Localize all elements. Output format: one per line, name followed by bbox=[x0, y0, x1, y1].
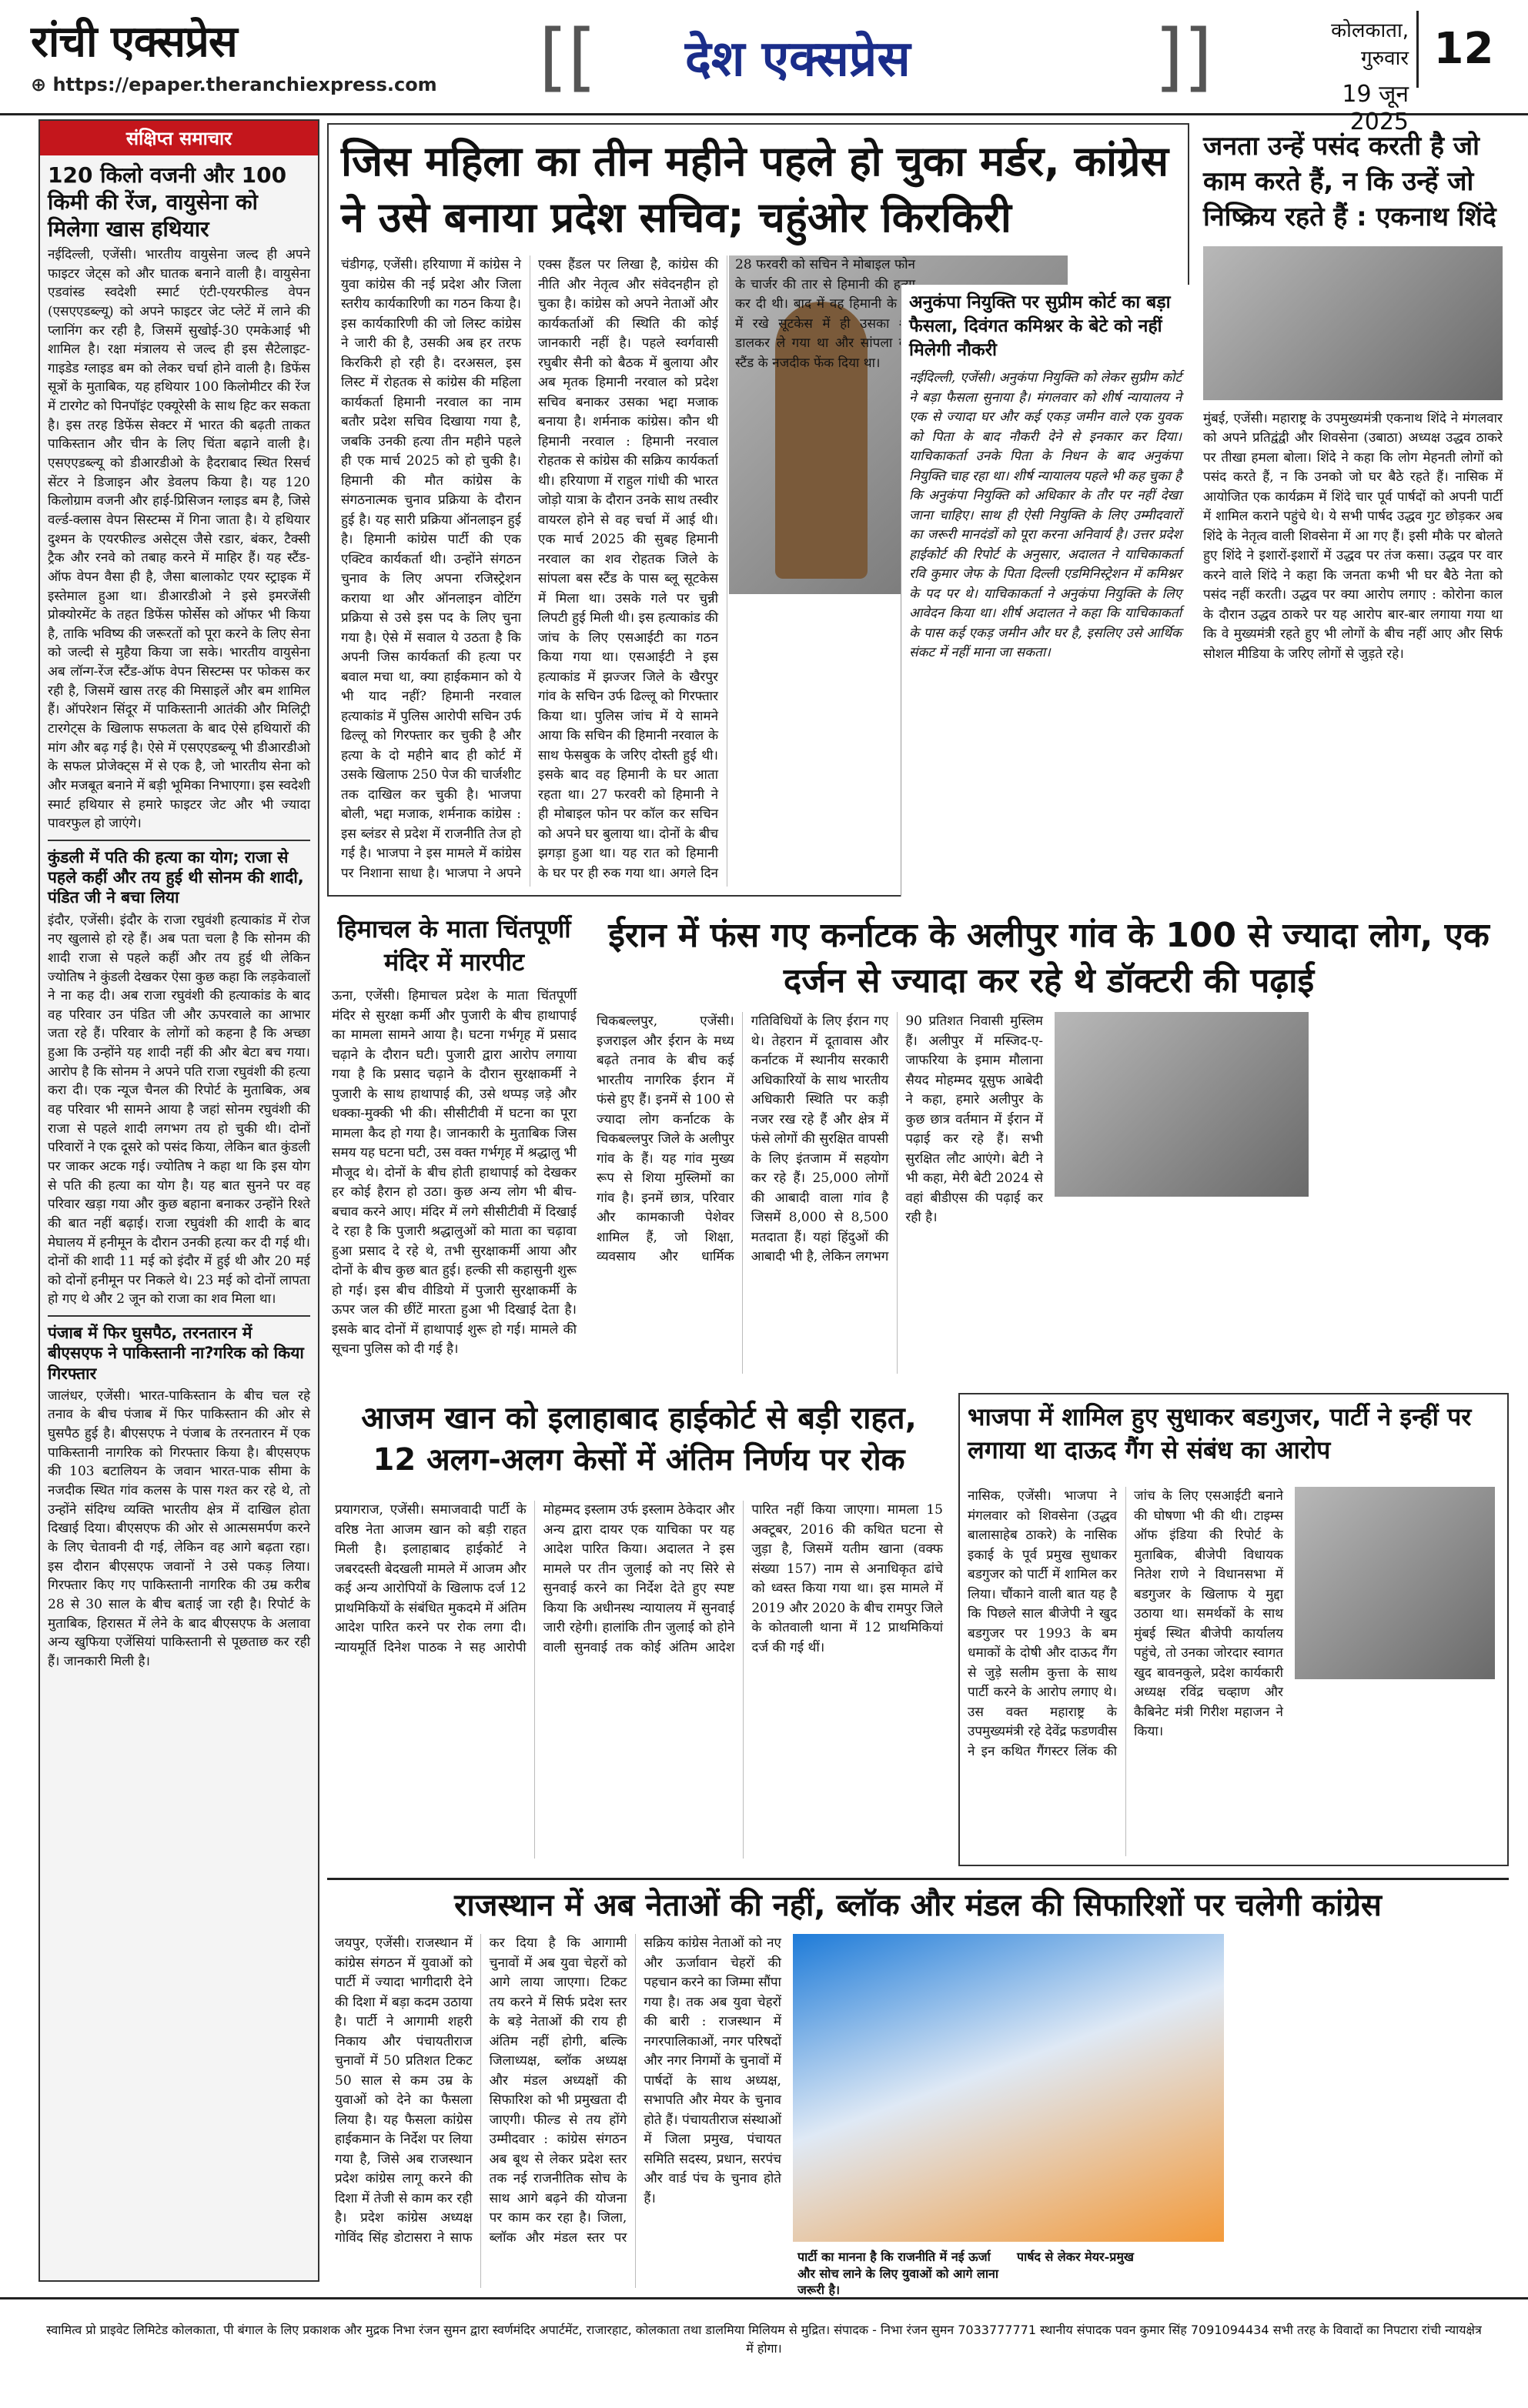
story-badgujar-headline: भाजपा में शामिल हुए सुधाकर बडगुजर, पार्टी ने इन्हीं पर लगाया था दाऊद गैंग से संबंध का आरोप bbox=[968, 1402, 1472, 1465]
masthead bbox=[0, 0, 1528, 135]
story-iran-body: चिकबल्लपुर, एजेंसी। इजराइल और ईरान के मध्य बढ़ते तनाव के बीच कई भारतीय नागरिक ईरान में फंसे हुए हैं। इनमें से 100 से ज्यादा लोग कर्नाटक के चिकबल्लपुर जिले के अलीपुर गांव के हैं। यह गांव मुख्य रूप से शिया मुस्लिमों का गांव है। इनमें छात्र, परिवार और कामकाजी पेशेवर शामिल हैं, जो शिक्षा, व्यवसाय और धार्मिक गतिविधियों के लिए ईरान गए थे। तेहरान में दूतावास और कर्नाटक में स्थानीय सरकारी अधिकारियों के साथ भारतीय अधिकारी स्थिति पर कड़ी नजर रख रहे हैं और क्षेत्र में फंसे लोगों की सुरक्षित वापसी के लिए इंतजाम में सहयोग कर रहे हैं। 25,000 लोगों की आबादी वाला गांव है जिसमें 8,000 से 8,500 मतदाता हैं। यहां हिंदुओं की आबादी भी है, लेकिन लगभग 90 प्रतिशत निवासी मुस्लिम हैं। अलीपुर में मस्जिद-ए-जाफरिया के इमाम मौलाना सैयद मोहम्मद यूसुफ आबेदी ने कहा, हमारे अलीपुर के कुछ छात्र वर्तमान में ईरान में पढ़ाई कर रहे हैं। सभी सुरक्षित लौट आएंगे। बेटी ने भी कहा, मेरी बेटी 2024 से वहां बीडीएस की पढ़ाई कर रही है। bbox=[597, 1014, 1043, 1264]
page-number: 12 bbox=[1416, 11, 1509, 88]
story-shinde bbox=[1197, 123, 1509, 897]
story-shinde-headline: जनता उन्हें पसंद करती है जो काम करते हैं, न कि उन्हें जो निष्क्रिय रहते हैं : एकनाथ शिंदे bbox=[1203, 131, 1496, 232]
brief-item bbox=[40, 1317, 318, 1677]
story-iran-headline: ईरान में फंस गए कर्नाटक के अलीपुर गांव के 100 से ज्यादा लोग, एक दर्जन से ज्यादा कर रहे थे डॉक्टरी की पढ़ाई bbox=[608, 916, 1490, 1001]
story-supreme-court-headline: अनुकंपा नियुक्ति पर सुप्रीम कोर्ट का बड़ा फैसला, दिवंगत कमिश्नर के बेटे को नहीं मिलेगी नौकरी bbox=[909, 292, 1171, 361]
newspaper-logo: रांची एक्सप्रेस bbox=[31, 17, 237, 67]
story-badgujar bbox=[958, 1393, 1509, 1866]
story-iran-body-continued bbox=[1320, 1012, 1501, 1374]
story-rajasthan bbox=[327, 1878, 1509, 2298]
brief-header: संक्षिप्त समाचार bbox=[40, 121, 318, 155]
brief-news-column bbox=[38, 119, 319, 2282]
epaper-url[interactable] bbox=[31, 74, 437, 95]
city-day: कोलकाता, गुरुवार bbox=[1331, 19, 1409, 70]
story-azam-khan bbox=[327, 1393, 951, 1866]
story-iran bbox=[589, 908, 1509, 1381]
photo-caption: पार्टी का मानना है कि राजनीति में नई ऊर्जा और सोच लाने के लिए युवाओं को आगे लाना जरूरी है। bbox=[793, 2246, 1008, 2302]
story-shinde-body: मुंबई, एजेंसी। महाराष्ट्र के उपमुख्यमंत्री एकनाथ शिंदे ने मंगलवार को अपने प्रतिद्वंद्वी और शिवसेना (उबाठा) अध्यक्ष उद्धव ठाकरे पर तीखा हमला बोला। शिंदे ने कहा कि लोग मेहनती लोगों को पसंद करते हैं, न कि उनको जो घर बैठे रहते हैं। नासिक में आयोजित एक कार्यक्रम में शिंदे चार पूर्व पार्षदों को अपनी पार्टी में शामिल कराने पहुंचे थे। ये सभी पार्षद उद्धव गुट छोड़कर अब शिंदे के नेतृत्व वाली शिवसेना में आ गए हैं। इसी मौके पर बोलते हुए शिंदे ने इशारों-इशारों में उद्धव पर तंज कसा। उद्धव पर वार करने वाले शिंदे ने कहा कि जनता कभी भी घर बैठे नेता को पसंद नहीं करती। उद्धव पर क्या आरोप लगाए : कोरोना काल के दौरान उद्धव ठाकरे पर यह आरोप बार-बार लगाया गया था कि वे मुख्यमंत्री रहते हुए भी लोगों के बीच नहीं आए और सिर्फ सोशल मीडिया के जरिए लोगों से जुड़ते रहे। bbox=[1203, 410, 1503, 662]
story-himachal-body: ऊना, एजेंसी। हिमाचल प्रदेश के माता चिंतपूर्णी मंदिर से सुरक्षा कर्मी और पुजारी के बीच हाथापाई का मामला सामने आया है। घटना गर्भगृह में प्रसाद चढ़ाने के दौरान घटी। पुजारी द्वारा आरोप लगाया गया है कि प्रसाद चढ़ाने के दौरान सुरक्षाकर्मी ने पुजारी के साथ हाथापाई की, उसे थप्पड़ जड़े और धक्का-मुक्की भी की। सीसीटीवी में घटना का पूरा मामला कैद हो गया है। जानकारी के मुताबिक जिस समय यह घटना घटी, उस वक्त गर्भगृह में श्रद्धालु भी मौजूद थे। दोनों के बीच होती हाथापाई को देखकर हर कोई हैरान हो उठा। कुछ अन्य लोग भी बीच-बचाव करने आए। मंदिर में लगे सीसीटीवी में दिखाई दे रहा है कि पुजारी श्रद्धालुओं को माता का चढ़ावा हुआ प्रसाद दे रहे थे, तभी सुरक्षाकर्मी आया और दोनों के बीच कुछ बात हुई। हल्की सी कहासुनी शुरू हो गई। इस बीच वीडियो में पुजारी सुरक्षाकर्मी के ऊपर जल की छींटें मारता हुआ भी दिखाई देता है। इसके बाद दोनों में हाथापाई शुरू हो गई। मामले की सूचना पुलिस को दी गई है। bbox=[332, 988, 577, 1358]
story-supreme-court-body: नईदिल्ली, एजेंसी। अनुकंपा नियुक्ति को लेकर सुप्रीम कोर्ट ने बड़ा फैसला सुनाया है। मंगलवार को शीर्ष न्यायालय ने एक से ज्यादा घर और कई एकड़ जमीन वाले एक युवक को पिता के बाद नौकरी देने से इनकार कर दिया। याचिकाकर्ता उनके पिता के निधन के बाद अनुकंपा नियुक्ति चाह रहा था। शीर्ष न्यायालय पहले भी कह चुका है कि अनुकंपा नियुक्ति को अधिकार के तौर पर नहीं देखा जाना चाहिए। साथ ही ऐसी नियुक्ति के लिए उम्मीदवारों का जरूरी मानदंडों को पूरा करना अनिवार्य है। उत्तर प्रदेश हाईकोर्ट की रिपोर्ट के अनुसार, अदालत ने याचिकाकर्ता रवि कुमार जेफ के पिता दिल्ली एडमिनिस्ट्रेशन में कमिश्नर के पद पर थे। याचिकाकर्ता ने अनुकंपा नियुक्ति के लिए आवेदन किया था। शीर्ष अदालत ने कहा कि याचिकाकर्ता के पास कई एकड़ जमीन और घर है, इसलिए उसे आर्थिक संकट में नहीं माना जा सकता। bbox=[909, 370, 1182, 661]
story-badgujar-body: नासिक, एजेंसी। भाजपा ने मंगलवार को शिवसेना (उद्धव बालासाहेब ठाकरे) के नासिक इकाई के पूर्व प्रमुख सुधाकर बडगुजर को पार्टी में शामिल कर लिया। चौंकाने वाली बात यह है कि पिछले साल बीजेपी ने खुद बडगुजर पर 1993 के बम धमाकों के दोषी और दाऊद गैंग से जुड़े सलीम कुत्ता के साथ पार्टी करने के आरोप लगाए थे। उस वक्त महाराष्ट्र के उपमुख्यमंत्री रहे देवेंद्र फडणवीस ने इन कथित गैंगस्टर लिंक की जांच के लिए एसआईटी बनाने की घोषणा भी की थी। टाइम्स ऑफ इंडिया की रिपोर्ट के मुताबिक, बीजेपी विधायक नितेश राणे ने विधानसभा में बडगुजर के खिलाफ ये मुद्दा उठाया था। समर्थकों के साथ मुंबई स्थित बीजेपी कार्यालय पहुंचे, तो उनका जोरदार स्वागत खुद बावनकुले, प्रदेश कार्यकारी अध्यक्ष रविंद्र चव्हाण और कैबिनेट मंत्री गिरीश महाजन ने किया। bbox=[968, 1488, 1283, 1759]
brief-item-title: कुंडली में पति की हत्या का योग; राजा से पहले कहीं और तय हुई थी सोनम की शादी, पंडित जी ने बचा लिया bbox=[48, 847, 304, 907]
lead-story-headline: जिस महिला का तीन महीने पहले हो चुका मर्डर, कांग्रेस ने उसे बनाया प्रदेश सचिव; चहुंओर किरकिरी bbox=[341, 137, 1169, 242]
story-rajasthan-headline: राजस्थान में अब नेताओं की नहीं, ब्लॉक और मंडल की सिफारिशों पर चलेगी कांग्रेस bbox=[454, 1888, 1382, 1923]
story-azam-khan-body: प्रयागराज, एजेंसी। समाजवादी पार्टी के वरिष्ठ नेता आजम खान को बड़ी राहत मिली है। इलाहाबाद हाईकोर्ट ने जबरदस्ती बेदखली मामले में आजम और कई अन्य आरोपियों के खिलाफ दर्ज 12 प्राथमिकियों के संबंधित मुकदमे में अंतिम आदेश पारित करने पर रोक लगा दी। न्यायमूर्ति दिनेश पाठक ने सह आरोपी मोहम्मद इस्लाम उर्फ इस्लाम ठेकेदार और अन्य द्वारा दायर एक याचिका पर यह आदेश पारित किया। अदालत ने इस मामले पर तीन जुलाई को नए सिरे से सुनवाई करने का निर्देश देते हुए स्पष्ट किया कि अधीनस्थ न्यायालय में सुनवाई जारी रहेगी। हालांकि तीन जुलाई को होने वाली सुनवाई तक कोई अंतिम आदेश पारित नहीं किया जाएगा। मामला 15 अक्टूबर, 2016 की कथित घटना से जुड़ा है, जिसमें यतीम खाना (वक्फ संख्या 157) नाम से अनाधिकृत ढांचे को ध्वस्त किया गया था। इस मामले में 2019 और 2020 के बीच रामपुर जिले के कोतवाली थाना में 12 प्राथमिकियां दर्ज की गई थीं। bbox=[335, 1502, 943, 1655]
section-title: देश एक्सप्रेस bbox=[685, 31, 911, 88]
epaper-url-text[interactable]: https://epaper.theranchiexpress.com bbox=[52, 74, 437, 95]
story-azam-khan-headline: आजम खान को इलाहाबाद हाईकोर्ट से बड़ी राहत, 12 अलग-अलग केसों में अंतिम निर्णय पर रोक bbox=[361, 1401, 917, 1478]
brief-item bbox=[40, 155, 318, 840]
story-supreme-court bbox=[901, 285, 1189, 897]
brief-item-title: 120 किलो वजनी और 100 किमी की रेंज, वायुसेना को मिलेगा खास हथियार bbox=[48, 162, 287, 242]
brief-item-text: नईदिल्ली, एजेंसी। भारतीय वायुसेना जल्द ही अपने फाइटर जेट्स को और घातक बनाने वाली है। वायुसेना एडवांस्ड स्वदेशी स्मार्ट एंटी-एयरफील्ड वेपन (एसएएडब्ल्यू) को अपने फाइटर जेट प्लेटें में लाने की प्लानिंग कर रही है, जिसमें सुखोई-30 एमकेआई भी शामिल है। रक्षा मंत्रालय से जल्द ही इस सैटेलाइट-गाइडेड ग्लाइड बम को लेकर चर्चा होने वाली है। डिफेंस सूत्रों के मुताबिक, यह हथियार 100 किलोमीटर की रेंज में टारगेट को पिनपॉइंट एक्यूरेसी के साथ हिट कर सकता है। इस तरह डिफेंस सेक्टर में भारत की बढ़ती ताकत पाकिस्तान और चीन के लिए चिंता बढ़ाने वाली है। एसएएडब्ल्यू को डीआरडीओ के हैदराबाद स्थित रिसर्च सेंटर ने डिजाइन और डेवलप किया है। यह 120 किलोग्राम वजनी और हाई-प्रिसिजन ग्लाइड बम है, जिसे वर्ल्ड-क्लास वेपन सिस्टम्स में गिना जाता है। ये हथियार दुश्मन के एयरफील्ड असेट्स जैसे रडार, बंकर, टैक्सी ट्रैक और रनवे को तबाह करने में माहिर हैं। यह स्टैंड-ऑफ वेपन वैसा ही है, जैसा बालाकोट एयर स्ट्राइक में इस्तेमाल हुआ था। डीआरडीओ ने इसे इमरजेंसी प्रोक्योरमेंट के तहत डिफेंस फोर्सेस को ऑफर भी किया है, ताकि भविष्य की जरूरतों को पूरा करने के लिए सेना को जल्दी से मुहैया किया जा सके। भारतीय वायुसेना अब लॉन्ग-रेंज स्टैंड-ऑफ वेपन सिस्टम्स पर फोकस कर रही है, जिसमें खास तरह की मिसाइलें और बम शामिल हैं। ऑपरेशन सिंदूर में पाकिस्तानी आतंकी और मिलिट्री टारगेट्स के खिलाफ सफलता के बाद ऐसे हथियारों की मांग और बढ़ गई है। ऐसे में एसएएडब्ल्यू भी डीआरडीओ के सफल प्रोजेक्ट्स में से एक है, जो भारतीय सेना को और मजबूत बनाने में बड़ी भूमिका निभाएगा। इस स्वदेशी स्मार्ट हथियार से हमारे फाइटर जेट और भी ज्यादा पावरफुल हो जाएंगे। bbox=[48, 247, 310, 832]
story-badgujar-photo bbox=[1295, 1487, 1495, 1679]
date-box bbox=[1278, 15, 1409, 135]
brief-item-title: पंजाब में फिर घुसपैठ, तरनतारन में बीएसएफ ने पाकिस्तानी ना?गरिक को किया गिरफ्तार bbox=[48, 1324, 304, 1383]
story-iran-photo bbox=[1055, 1012, 1309, 1197]
photo-caption: पार्षद से लेकर मेयर-प्रमुख bbox=[1012, 2246, 1224, 2269]
story-rajasthan-body: जयपुर, एजेंसी। राजस्थान में कांग्रेस संगठन में युवाओं को पार्टी में ज्यादा भागीदारी देने की दिशा में बड़ा कदम उठाया है। पार्टी ने आगामी शहरी निकाय और पंचायतीराज चुनावों में 50 प्रतिशत टिकट 50 साल से कम उम्र के युवाओं को देने का फैसला लिया है। यह फैसला कांग्रेस हाईकमान के निर्देश पर लिया गया है, जिसे अब राजस्थान प्रदेश कांग्रेस लागू करने की दिशा में तेजी से काम कर रही है। प्रदेश कांग्रेस अध्यक्ष गोविंद सिंह डोटासरा ने साफ कर दिया है कि आगामी चुनावों में अब युवा चेहरों को आगे लाया जाएगा। टिकट तय करने में सिर्फ प्रदेश स्तर के बड़े नेताओं की राय ही अंतिम नहीं होगी, बल्कि जिलाध्यक्ष, ब्लॉक अध्यक्ष और मंडल अध्यक्षों की सिफारिश को भी प्रमुखता दी जाएगी। फील्ड से तय होंगे उम्मीदवार : कांग्रेस संगठन अब बूथ से लेकर प्रदेश स्तर तक नई राजनीतिक सोच के साथ आगे बढ़ने की योजना पर काम कर रहा है। जिला, ब्लॉक और मंडल स्तर पर सक्रिय कांग्रेस नेताओं को नए और ऊर्जावान चेहरों की पहचान करने का जिम्मा सौंपा गया है। तक अब युवा चेहरों की बारी : राजस्थान में नगरपालिकाओं, नगर परिषदों और नगर निगमों के चुनावों में पार्षदों के साथ अध्यक्ष, सभापति और मेयर के चुनाव होते हैं। पंचायतीराज संस्थाओं में जिला प्रमुख, पंचायत समिति सदस्य, प्रधान, सरपंच और वार्ड पंच के चुनाव होते हैं। bbox=[335, 1935, 781, 2246]
story-shinde-photo bbox=[1203, 246, 1503, 400]
story-himachal-headline: हिमाचल के माता चिंतपूर्णी मंदिर में मारपीट bbox=[337, 914, 571, 977]
globe-icon: ⊕ bbox=[31, 74, 53, 95]
brief-item bbox=[40, 841, 318, 1315]
right-bracket-icon: ]] bbox=[1155, 14, 1212, 100]
story-rajasthan-photo bbox=[793, 1934, 1224, 2242]
left-bracket-icon: [[ bbox=[539, 14, 597, 100]
story-rajasthan-body-continued bbox=[1235, 1934, 1501, 2288]
edition-date: 19 जून 2025 bbox=[1342, 81, 1409, 135]
brief-item-text: इंदौर, एजेंसी। इंदौर के राजा रघुवंशी हत्याकांड में रोज नए खुलासे हो रहे हैं। अब पता चला है कि सोनम की शादी राजा से पहले कहीं और तय हुई थी लेकिन ज्योतिष ने कुंडली देखकर ऐसा कुछ कहा कि लड़केवालों ने ना कह दी। अब राजा रघुवंशी की हत्याकांड के बाद वह परिवार उन पंडित जी और ऊपरवाले का आभार जता रहे हैं। परिवार के लोगों को कहना है कि अच्छा हुआ कि उन्होंने यह शादी नहीं की और बेटा बच गया। आरोप है कि सोनम ने अपने पति राजा रघुवंशी की हत्या करा दी। एक न्यूज चैनल की रिपोर्ट के मुताबिक, अब वह परिवार भी सामने आया है जहां सोनम रघुवंशी की राजा से पहले शादी लगभग तय हो चुकी थी। दोनों परिवारों ने एक दूसरे को पसंद किया, लेकिन बात कुंडली पर जाकर अटक गई। ज्योतिष ने कहा था कि इस योग से पति की हत्या का योग है। यह बात सुनने पर वह परिवार खड़ा गया और कुछ बहाना बनाकर उन्होंने रिश्ते की बात नहीं बढ़ाई। राजा रघुवंशी की शादी के बाद मेघालय में हनीमून के दौरान उनकी हत्या कर दी गई थी। दोनों की शादी 11 मई को इंदौर में हुई थी और 20 मई को दोनों हनीमून पर निकले थे। 23 मई को दोनों लापता हो गए थे और 2 जून को राजा का शव मिला था। bbox=[48, 912, 310, 1308]
imprint-footer: स्वामित्व प्रो प्राइवेट लिमिटेड कोलकाता, पी बंगाल के लिए प्रकाशक और मुद्रक निभा रंजन सुमन द्वारा स्वर्णमंदिर अपार्टमेंट, राजारहाट, कोलकाता तथा डालमिया मिलियम से मुद्रित। संपादक - निभा रंजन सुमन 7033777771 स्थानीय संपादक पवन कुमार सिंह 7091094434 सभी तरह के विवादों का निपटारा रांची न्यायक्षेत्र में होगा। bbox=[0, 2297, 1528, 2408]
brief-item-text: जालंधर, एजेंसी। भारत-पाकिस्तान के बीच चल रहे तनाव के बीच पंजाब में फिर पाकिस्तान की ओर से घुसपैठ हुई है। बीएसएफ ने पंजाब के तरनतारन में एक पाकिस्तानी नागरिक को गिरफ्तार किया है। बीएसएफ की 103 बटालियन के जवान भारत-पाक सीमा के नजदीक स्थित गांव कलस के पास गश्त कर रहे थे, तो उन्होंने संदिग्ध व्यक्ति भारतीय क्षेत्र में दाखिल होता दिखाई दिया। बीएसएफ की ओर से आत्मसमर्पण करने के लिए चेतावनी दी गई, लेकिन वह आगे बढ़ता रहा। इस दौरान बीएसएफ जवानों ने उसे पकड़ लिया। गिरफ्तार किए गए पाकिस्तानी नागरिक की उम्र करीब 28 से 30 साल के बीच बताई जा रही है। रिपोर्ट के मुताबिक, हिरासत में लेने के बाद बीएसएफ के अलावा अन्य खुफिया एजेंसियां पाकिस्तानी से पूछताछ कर रही हैं। जानकारी मिली है। bbox=[48, 1388, 310, 1669]
lead-story-body: चंडीगढ़, एजेंसी। हरियाणा में कांग्रेस ने युवा कांग्रेस की नई प्रदेश और जिला स्तरीय कार्यकारिणी का गठन किया है। इस कार्यकारिणी की जो लिस्ट कांग्रेस ने जारी की है, उसकी अब हर तरफ किरकिरी हो रही है। दरअसल, इस लिस्ट में रोहतक से कांग्रेस की महिला कार्यकर्ता हिमानी नरवाल का नाम बतौर प्रदेश सचिव दिखाया गया है, जबकि उनकी हत्या तीन महीने पहले ही एक मार्च 2025 को हो चुकी है। हिमानी की मौत कांग्रेस के संगठनात्मक चुनाव प्रक्रिया के दौरान हुई है। यह सारी प्रक्रिया ऑनलाइन हुई है। हिमानी कांग्रेस पार्टी की एक एक्टिव कार्यकर्ता थी। उन्होंने संगठन चुनाव के लिए अपना रजिस्ट्रेशन कराया था और ऑनलाइन वोटिंग प्रक्रिया से उसे इस पद के लिए चुना गया है। ऐसे में सवाल ये उठता है कि अपनी जिस कार्यकर्ता की हत्या पर बवाल मचा था, क्या हाईकमान को ये भी याद नहीं? हिमानी नरवाल हत्याकांड में पुलिस आरोपी सचिन उर्फ ढिल्लू को गिरफ्तार कर चुकी है और हत्या के दो महीने बाद ही कोर्ट में उसके खिलाफ 250 पेज की चार्जशीट तक दाखिल कर चुकी है। भाजपा बोली, भद्दा मजाक, शर्मनाक कांग्रेस : इस ब्लंडर से प्रदेश में राजनीति तेज हो गई है। भाजपा ने इस मामले में कांग्रेस पर निशाना साधा है। भाजपा ने अपने एक्स हैंडल पर लिखा है, कांग्रेस की नीति और नेतृत्व और संवेदनहीन हो चुका है। कांग्रेस को अपने नेताओं और कार्यकर्ताओं की स्थिति की कोई जानकारी नहीं है। पहले स्वर्गवासी रघुबीर सैनी को बैठक में बुलाया और अब मृतक हिमानी नरवाल को प्रदेश सचिव बनाकर उसका भद्दा मजाक बनाया है। शर्मनाक कांग्रेस। कौन थी हिमानी नरवाल : हिमानी नरवाल रोहतक से कांग्रेस की सक्रिय कार्यकर्ता थी। हरियाणा में राहुल गांधी की भारत जोड़ो यात्रा के दौरान उनके साथ तस्वीर वायरल होने से वह चर्चा में आई थी। एक मार्च 2025 की सुबह हिमानी नरवाल का शव रोहतक जिले के सांपला बस स्टैंड के पास ब्लू सूटकेस में मिला था। उसके गले पर चुन्नी लिपटी हुई मिली थी। इस हत्याकांड की जांच के लिए एसआईटी का गठन किया गया था। एसआईटी ने इस हत्याकांड में झज्जर जिले के खैरपुर गांव के सचिन उर्फ ढिल्लू को गिरफ्तार किया था। पुलिस जांच में ये सामने आया कि सचिन की हिमानी नरवाल के साथ फेसबुक के जरिए दोस्ती हुई थी। इसके बाद वह हिमानी के घर आता रहता था। 27 फरवरी को हिमानी ने ही मोबाइल फोन पर कॉल कर सचिन को अपने घर बुलाया था। दोनों के बीच झगड़ा हुआ था। यह रात को हिमानी के घर पर ही रुक गया था। अगले दिन bbox=[341, 257, 718, 881]
story-himachal bbox=[327, 908, 581, 1381]
